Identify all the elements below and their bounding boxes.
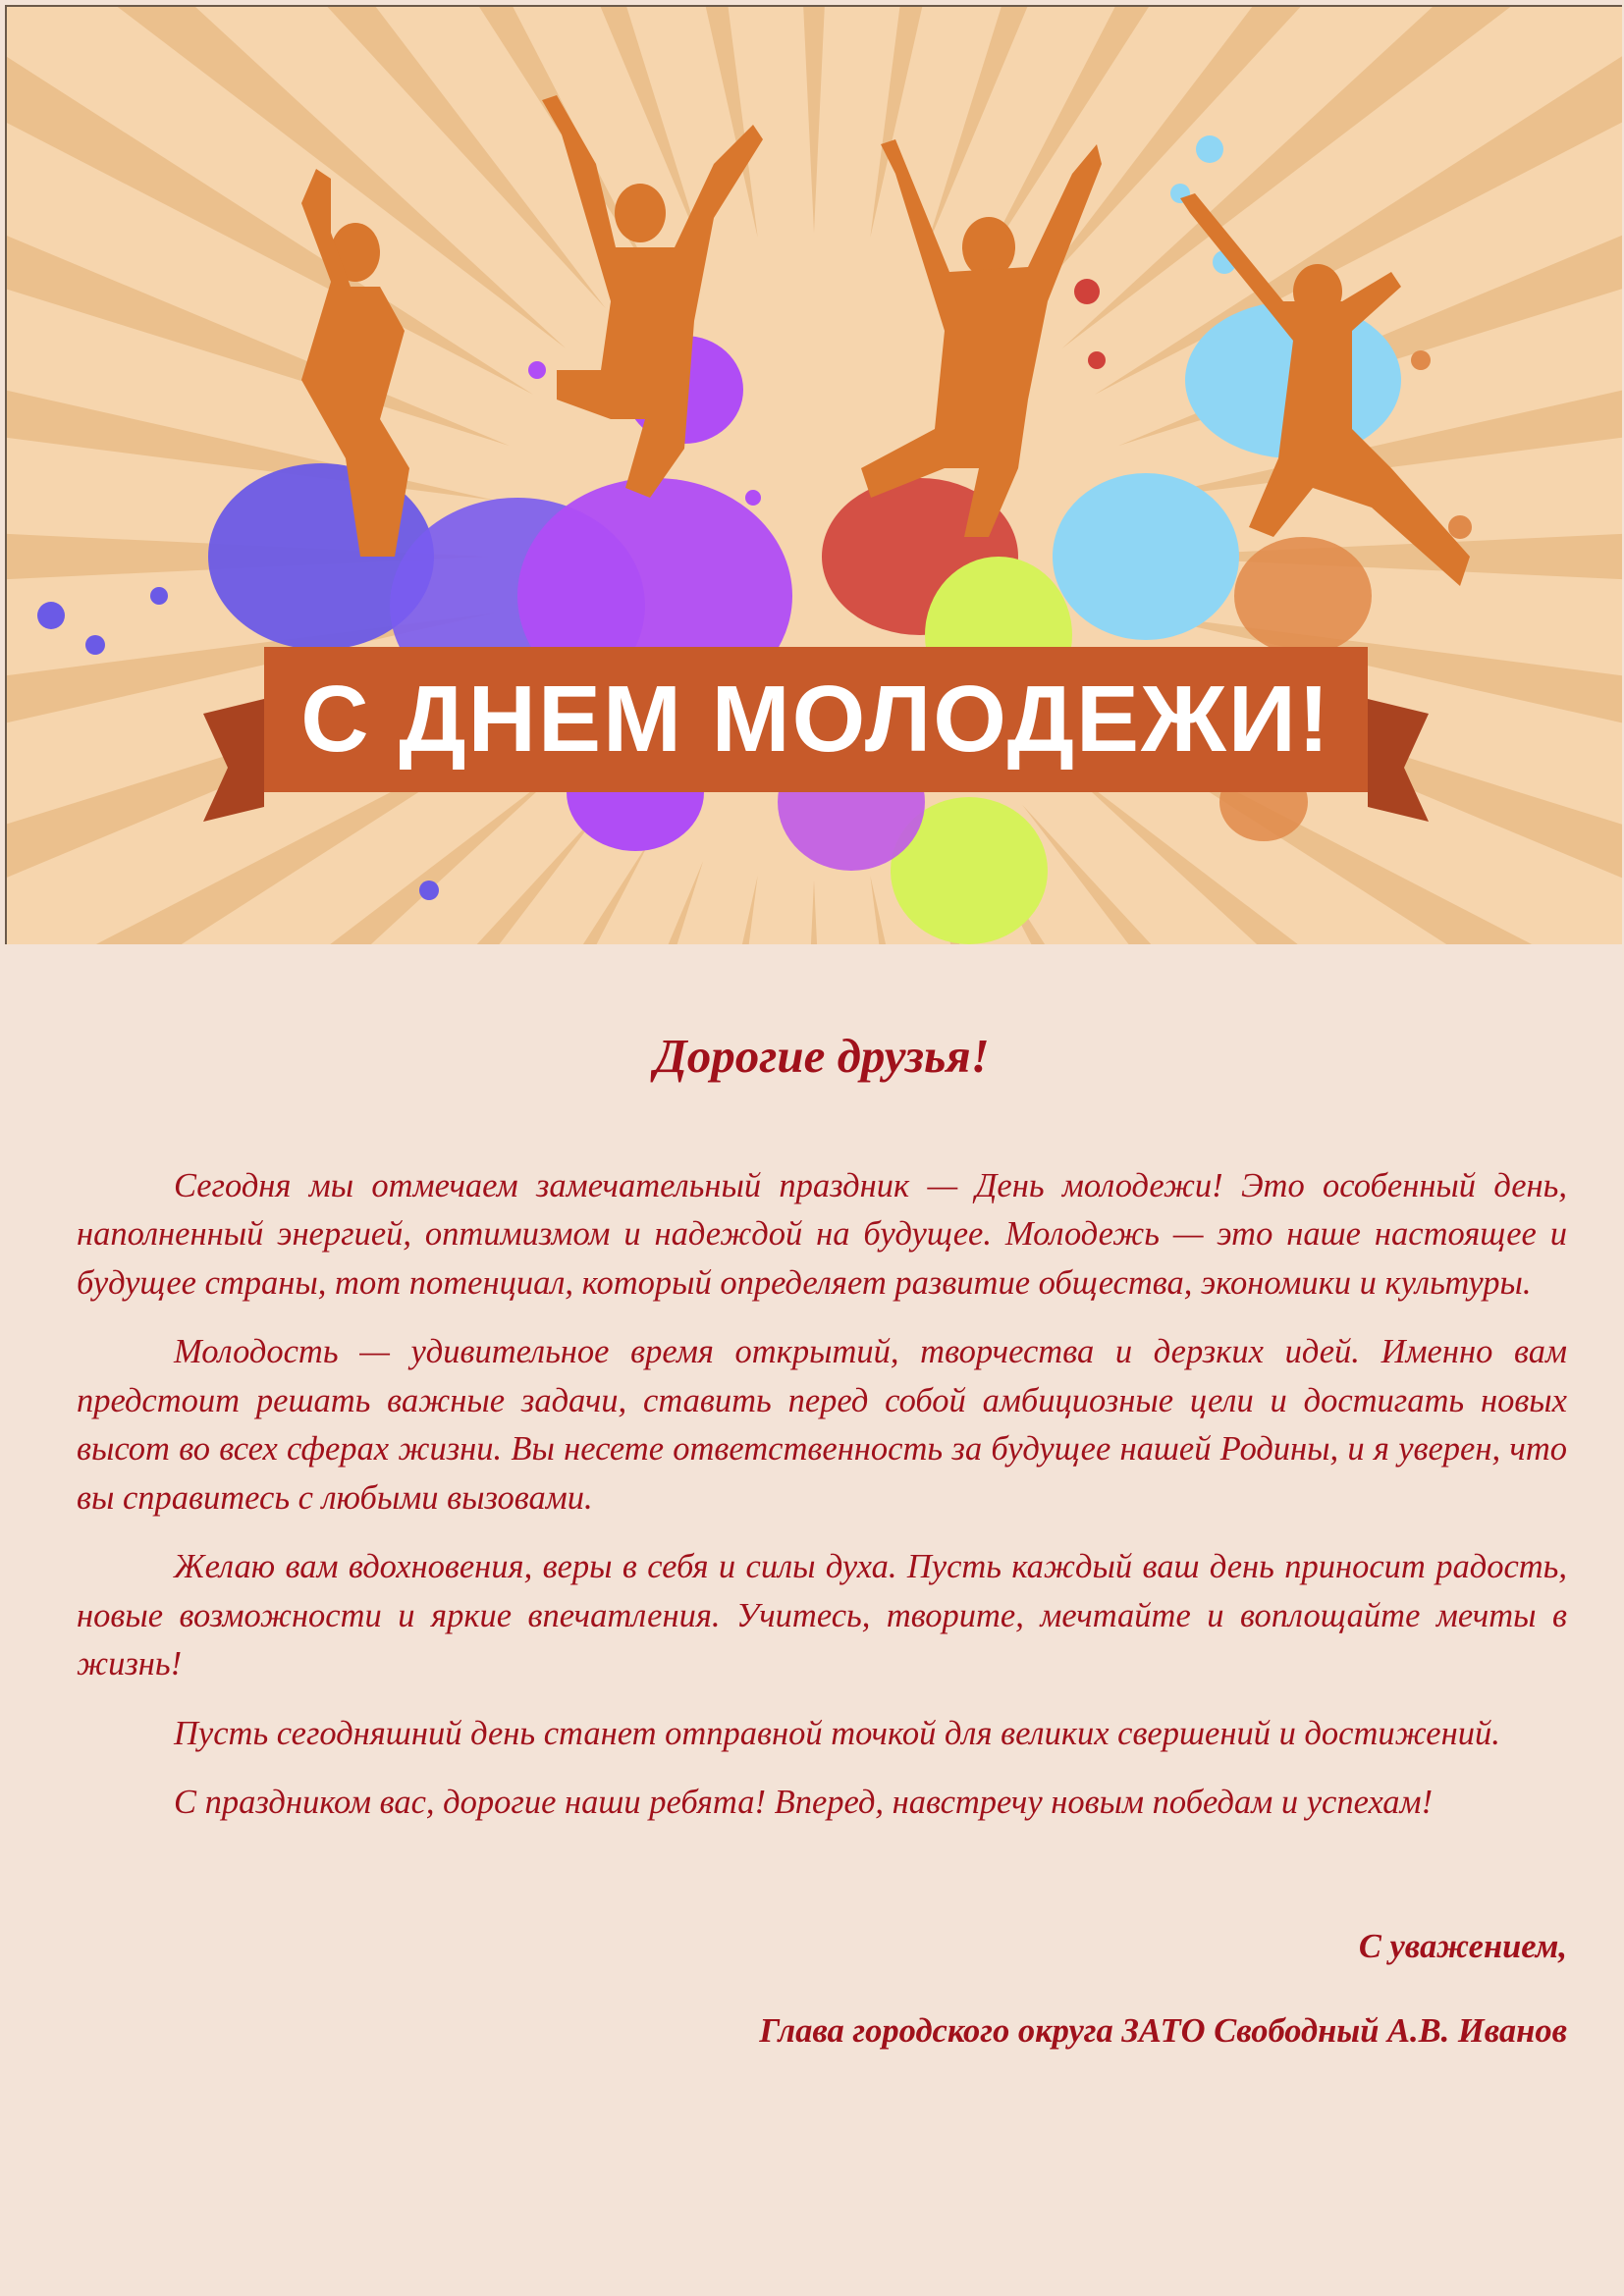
splash-sky-mid: [1053, 473, 1239, 640]
sunburst-ray: [549, 876, 758, 944]
letter-paragraph: Молодость — удивительное время открытий, творчества и дерзких идей. Именно вам предстоит решать важные задачи, ставить перед собой амбициозные цели и достигать новых высот во всех сферах жизни. Вы несете ответственность за будущее нашей Родины, и я уверен, что вы справитесь с любыми вызовами.: [77, 1333, 1567, 1517]
sunburst-ray: [770, 881, 859, 944]
letter-paragraph: С праздником вас, дорогие наши ребята! Вперед, навстречу новым победам и успехам!: [174, 1784, 1434, 1822]
letter-paragraph: Пусть сегодняшний день станет отправной точкой для великих свершений и достижений.: [174, 1714, 1500, 1752]
signature-author: Глава городского округа ЗАТО Свободный А.В. Иванов: [759, 2011, 1567, 2050]
letter-paragraph: Сегодня мы отмечаем замечательный праздник — День молодежи! Это особенный день, наполненный энергией, оптимизмом и надеждой на будущее. Молодежь — это наше настоящее и будущее страны, тот потенциал, который определяет развитие общества, экономики и культуры.: [77, 1166, 1567, 1302]
letter-greeting: Дорогие друзья!: [654, 1029, 990, 1083]
silhouette-center-left: [542, 95, 763, 498]
paint-splashes: [37, 135, 1472, 944]
letter-paragraph: Желаю вам вдохновения, веры в себя и силы духа. Пусть каждый ваш день приносит радость, новые возможности и яркие впечатления. Учитесь, творите, мечтайте и воплощайте мечты в жизнь!: [77, 1548, 1567, 1683]
letter: [77, 1016, 1567, 2092]
letter-body: [77, 1162, 1567, 1828]
sunburst-ray: [770, 7, 859, 233]
banner-illustration: [7, 7, 1622, 944]
silhouette-center-right: [861, 139, 1102, 537]
signature-block: [77, 1923, 1567, 2056]
banner-title: С ДНЕМ МОЛОДЕЖИ!: [300, 667, 1331, 772]
sunburst-ray: [7, 292, 495, 501]
signature-closing: С уважением,: [1358, 1927, 1567, 1965]
sunburst-ray: [7, 7, 533, 395]
youth-day-banner: [5, 5, 1622, 944]
splash-orange-right: [1234, 537, 1372, 655]
